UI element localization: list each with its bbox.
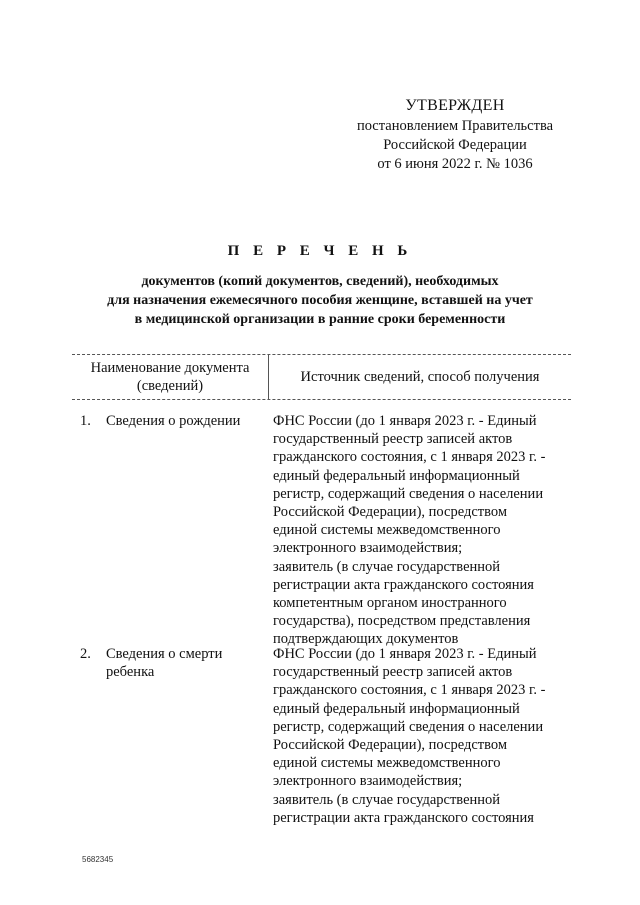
- source-line: гражданского состояния, с 1 января 2023 г. -: [273, 449, 546, 466]
- source-line: государственный реестр записей актов: [273, 431, 513, 448]
- subtitle-line: документов (копий документов, сведений), необходимых: [141, 274, 499, 289]
- table-header: [72, 354, 571, 400]
- source-line: единый федеральный информационный: [273, 467, 520, 484]
- source-line: регистр, содержащий сведения о населении: [273, 718, 544, 735]
- name-line: Сведения о рождении: [106, 413, 241, 429]
- source-line: подтверждающих документов: [273, 631, 459, 648]
- name-line: Сведения о смерти: [106, 646, 223, 662]
- source-line: компетентным органом иностранного: [273, 595, 507, 612]
- header-source: Источник сведений, способ получения: [300, 368, 540, 385]
- header-document-name-line: Наименование документа: [90, 360, 250, 376]
- header-document-name: [72, 355, 269, 399]
- row-document-name: [106, 645, 261, 681]
- approval-line-1: постановлением Правительства: [356, 118, 554, 134]
- name-line: ребенка: [106, 664, 155, 681]
- source-line: регистрации акта гражданского состояния: [273, 576, 534, 593]
- subtitle-line: в медицинской организации в ранние сроки беременности: [134, 312, 506, 327]
- source-line: электронного взаимодействия;: [273, 540, 463, 557]
- row-source: [273, 645, 571, 827]
- source-line: государства), посредством представления: [273, 613, 531, 630]
- source-line: регистр, содержащий сведения о населении: [273, 485, 544, 502]
- source-line: ФНС России (до 1 января 2023 г. - Единый: [273, 413, 537, 429]
- source-line: гражданского состояния, с 1 января 2023 г. -: [273, 682, 546, 699]
- row-document-name: [106, 412, 261, 430]
- approval-block: [340, 96, 570, 174]
- source-line: Российской Федерации), посредством: [273, 504, 507, 521]
- source-line: единой системы межведомственного: [273, 522, 501, 539]
- source-line: единой системы межведомственного: [273, 755, 501, 772]
- document-title-block: [70, 243, 570, 329]
- document-title: П Е Р Е Ч Е Н Ь: [227, 243, 413, 259]
- source-line: единый федеральный информационный: [273, 700, 520, 717]
- row-number: 2.: [80, 646, 91, 662]
- source-line: Российской Федерации), посредством: [273, 737, 507, 754]
- source-line: государственный реестр записей актов: [273, 664, 513, 681]
- source-line: заявитель (в случае государственной: [273, 791, 501, 808]
- header-document-name-line: (сведений): [136, 378, 204, 394]
- approval-line-2: Российской Федерации: [383, 137, 527, 153]
- document-code: 5682345: [82, 855, 114, 864]
- approval-heading: УТВЕРЖДЕН: [405, 97, 505, 114]
- source-line: электронного взаимодействия;: [273, 773, 463, 790]
- row-number: 1.: [80, 413, 91, 429]
- subtitle-line: для назначения ежемесячного пособия женщине, вставшей на учет: [107, 293, 533, 308]
- row-source: [273, 412, 571, 649]
- approval-line-3: от 6 июня 2022 г. № 1036: [377, 156, 533, 172]
- source-line: регистрации акта гражданского состояния: [273, 809, 534, 826]
- source-line: ФНС России (до 1 января 2023 г. - Единый: [273, 646, 537, 662]
- source-line: заявитель (в случае государственной: [273, 558, 501, 575]
- document-subtitle: [70, 272, 570, 329]
